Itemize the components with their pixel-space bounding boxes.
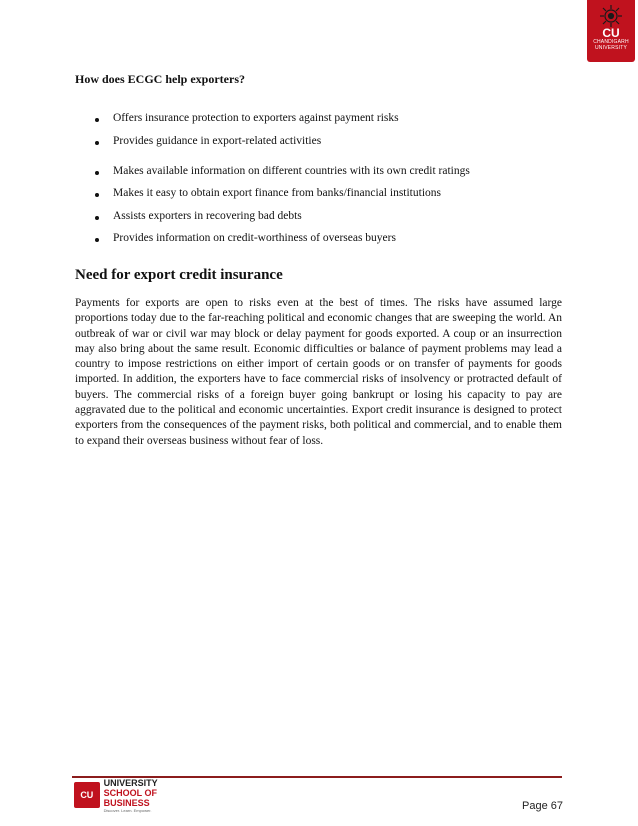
list-item-text: Provides information on credit-worthiness of overseas buyers (113, 232, 396, 244)
list-item-text: Makes available information on different countries with its own credit ratings (113, 165, 470, 177)
footer-logo (74, 777, 204, 813)
bullet-icon (95, 216, 99, 220)
logo-abbreviation: CU (602, 26, 620, 40)
list-item-text: Assists exporters in recovering bad debts (113, 210, 302, 222)
footer-emblem: CU (74, 782, 100, 808)
list-item-text: Makes it easy to obtain export finance from banks/financial institutions (113, 187, 441, 199)
footer-school-label: SCHOOL OF BUSINESS (103, 787, 157, 808)
list-item-text: Provides guidance in export-related activities (113, 135, 322, 147)
bullet-icon (95, 193, 99, 197)
bullet-icon (95, 141, 99, 145)
bullet-icon (95, 238, 99, 242)
footer-tagline: Discover. Learn. Empower. (103, 807, 152, 813)
footer-university-label: UNIVERSITY (103, 777, 158, 788)
university-logo (587, 0, 635, 62)
body-paragraph: Payments for exports are open to risks even at the best of times. The risks have assumed large proportions today due to the far-reaching political and economic changes that are sweeping the world. An outbreak of war or civil war may block or delay payment for goods exported. A coup or an insurrection may also bring about the same result. Economic difficulties or balance of payment problems may lead a country to impose restrictions on either import of certain goods or on transfer of payments for goods imported. In addition, the exporters have to face commercial risks of insolvency or protracted default of buyers. The commercial risks of a foreign buyer going bankrupt or losing his capacity to pay are aggravated due to the political and economic uncertainties. Export credit insurance is designed to protect exporters from the consequences of the payment risks, both political and commercial, and to enable them to expand their overseas business without fear of loss. (75, 297, 562, 447)
bullet-icon (95, 118, 99, 122)
section-title: Need for export credit insurance (75, 267, 283, 283)
logo-line-2: UNIVERSITY (594, 45, 627, 51)
list-item-text: Offers insurance protection to exporters against payment risks (113, 112, 399, 124)
page-number: Page 67 (522, 800, 563, 812)
bullet-icon (95, 171, 99, 175)
question-heading: How does ECGC help exporters? (75, 72, 245, 86)
logo-line-1: CHANDIGARH (593, 39, 629, 45)
